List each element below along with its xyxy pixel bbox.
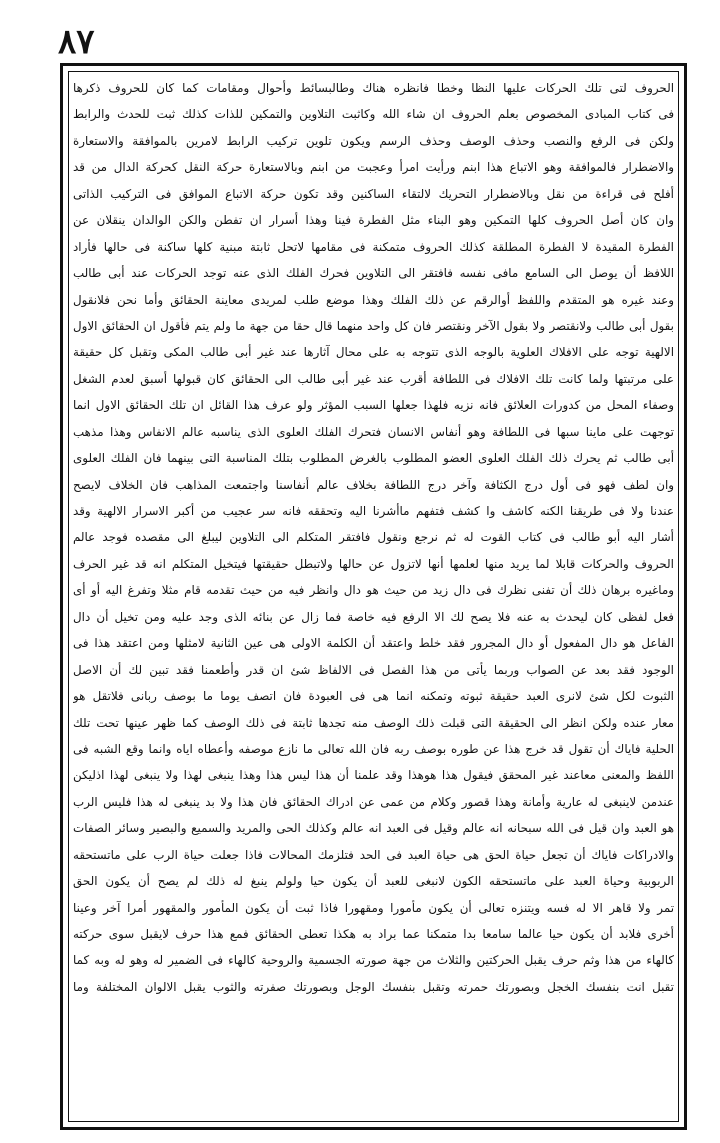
text-line: والاضطرار فالموافقة وهو الاتباع هذا ابنم ورأيت امرأ وعجبت من ابنم وبالاستعارة حركة النقل كحركة الدال من قد — [73, 160, 674, 175]
text-line: فعل لفظى كان ليحدث به عنه فلا يصح لك الا الرفع فيه خاصة فما زال عن بنائه الذى وجد عليه ومن تخيل أن دال — [73, 609, 674, 624]
text-line: توجهت على ماينا سبها فى اللطافة وهو أنفاس الانسان فتحرك الفلك العلوى الذى يناسبه عالم الانفاس وهذا مذهب — [73, 424, 674, 439]
text-line: تقبل انت بنفسك الخجل وبصورتك حمرته وتقبل بنفسك الوجل وبصورتك صفرته والثوب يقبل الالوان المختلفة وما — [73, 979, 674, 994]
text-line: وصفاء المحل من كدورات العلائق فانه نزيه فلهذا جعلها السبب المؤثر ولو عرف هذا القائل ان تلك الحقائق الاول انما — [73, 398, 674, 413]
text-line: أفلح فى قراءة من نقل وبالاضطرار التحريك لالتقاء الساكنين وقد تكون حركة الاتباع الموافق فى التركيب الذاتى — [73, 186, 674, 201]
text-line: أخرى فلابد أن يكون حيا عالما سامعا بدا متمكنا عما براد به هكذا تعطى الحقائق فمع هذا حرف لايقبل سوى حركته — [73, 927, 674, 941]
text-line: أشار اليه أبو طالب فى كتاب القوت له ثم نرجع ونقول فافتقر المتكلم الى التلاوين ليبلغ الى مقصده فوجد عالم — [73, 530, 674, 545]
text-line: عندمن لاينبغى له عارية وأمانة وهذا قصور وكلام من عمى عن ادراك الحقائق فان هذا ولا بد ينبغى له هذا فليس الرب — [73, 794, 674, 809]
text-line: ولكن فى الرفع والنصب وحذف الوصف وحذف الرسم ويكون تلوين تركيب الرابط لامرين بالموافقة والاستعارة — [73, 133, 674, 148]
page-number: ٨٧ — [58, 22, 95, 62]
text-line: وعند غيره هو المتقدم واللفظ أوالرقم عن ذلك الفلك وهذا موضع طلب لمريدى معاينة الحقائق وأما نحن فلانقول — [73, 292, 674, 307]
text-line: على مرتبتها ولما كانت تلك الافلاك فى اللطافة أقرب عند غير أبى طالب الى الحقائق كان قبولها أسبق لعدم الشغل — [73, 371, 674, 386]
page-border-outer — [60, 63, 687, 1130]
text-line: وان لطف فهو فى أول درج الكثافة وآخر درج اللطافة بخلاف عالم أنفاسنا واجتمعت المذاهب فان الخلاف لايصح — [73, 477, 674, 492]
text-line: وماغيره برهان ذلك أن تفنى نظرك فى دال زيد من حيث هو دال وانظر فيه من حيث تقدمه قام مثلا وتفرغ اليه أو أى — [73, 583, 674, 598]
text-line: الالهية توجه على الافلاك العلوية بالوجه الذى تتوجه به على محال آثارها عند غير أبى طالب المكى وتقبل كل حقيقة — [73, 345, 674, 360]
text-line: الوجود فقد بعد عن الصواب وربما يأتى من هذا الفصل فى الالفاظ شئ ان قدر وأطعمنا فقد تبين لك أن الاصل — [73, 662, 674, 677]
text-line: كالهاء من هذا وثم حرف يقبل الحركتين والثلاث من جهة صورته الجسمية والروحية كالهاء فى الضمير له وهو له وبه كما — [73, 953, 674, 968]
text-line: بقول أبى طالب ولانقتصر ولا بقول الآخر ونقتصر فان كل واحد منهما قال حقا من جهة ما ولم يتم فأقول ان الحقائق الاول — [73, 318, 674, 333]
text-line: عندنا ولا فى طريقنا الكنه كاشف وا كشف فتفهم ماأشرنا اليه وتحققه فانه سر عجيب من أكبر الاسرار الالهية وقد — [73, 504, 674, 518]
body-text — [73, 75, 674, 1000]
text-line: معار عنده ولكن انظر الى الحقيقة التى قبلت ذلك الوصف منه تجدها ثابتة فى ذلك الوصف كما ظهر عينها تحت تلك — [73, 715, 674, 730]
text-line: اللفظ والمعنى معاعند غير المحقق فيقول هذا هوهذا وقد علمنا أن هذا ليس هذا وهذا ينبغى لهذا ولا ينبغى لهذا اذليكن — [73, 768, 674, 783]
text-line: فى كتاب المبادى المخصوص بعلم الحروف ان شاء الله وكاثبت التلاوين والتمكين للذات كذلك ثبت للحدث والرابط — [73, 107, 674, 122]
text-line: الحروف لتى تلك الحركات عليها النظا وخطا فانظره هناك وطالبسائط وأحوال ومقامات كما كان للحروف ذكرها — [73, 81, 674, 95]
text-line: الثبوت لكل شئ لانرى العبد حقيقة ثبوته وتمكنه انما هى فى العبودة فان اتصف يوما ما بوصف ربانى فلاتقل هو — [73, 689, 674, 704]
text-line: الحروف والحركات قابلا لما يريد منها لعلمها أنها لاتزول عن حالها ولاتبطل حقيقتها فيتخيل المتكلم انه قد غير الحرف — [73, 556, 674, 571]
text-line: اللافظ أن يوصل الى السامع مافى نفسه فافتقر الى التلاوين فحرك الفلك الذى عنه توجد الحركات عند أبى طالب — [73, 266, 674, 281]
text-line: هو العبد وان قيل فى الله سبحانه انه عالم وقيل فى العبد انه عالم وكذلك الحى والمريد والسميع والبصير وسائر الصفات — [73, 821, 674, 836]
text-line: والادراكات فاياك أن تجعل حياة الحق هى حياة العبد فى الحد فتلزمك المحالات فاذا جعلت حياة الرب على ماتستحقه — [73, 847, 674, 862]
text-line: وان كان أصل الحروف كلها التمكين وهو البناء مثل الفطرة فينا وهذا أسرار ان تفطن والكن الوالدان ينقلان عن — [73, 213, 674, 228]
text-line: أبى طالب ثم يحرك ذلك الفلك العلوى العضو المطلوب بالغرض المطلوب بتلك المناسبة التى بينهما فان الفلك العلوى — [73, 451, 674, 466]
text-line: تمر ولا قاهر الا له فسه ويتنزه تعالى أن يكون مأمورا ومقهورا فاذا ثبت أن يكون المأمور والمقهور أمرا آخر وعينا — [73, 900, 674, 915]
text-line: الفطرة المقيدة لا الفطرة المطلقة كذلك الحروف متمكنة فى مقامها لاتحل ثابتة مبنية كلها ساكنة فى حالها فأراد — [73, 239, 674, 254]
page-border-inner — [68, 71, 679, 1122]
text-line: الربوبية وحياة العبد على ماتستحقه الكون لانبغى للعبد أن يكون حيا ولولم ينبغ له ذلك لم يصح أن يكون الحق — [73, 874, 674, 889]
text-line: الفاعل هو دال المفعول أو دال المجرور فقد خلط واعتقد أن الكلمة الاولى هى عين الثانية لامثلها ومن اعتقد هذا فى — [73, 636, 674, 651]
text-line: الحلية فاياك أن تقول قد خرج هذا عن طوره بوصف ربه فان الله تعالى ما نازع موصفه وأعطاه اياه وانما وقع الشبه فى — [73, 741, 674, 756]
